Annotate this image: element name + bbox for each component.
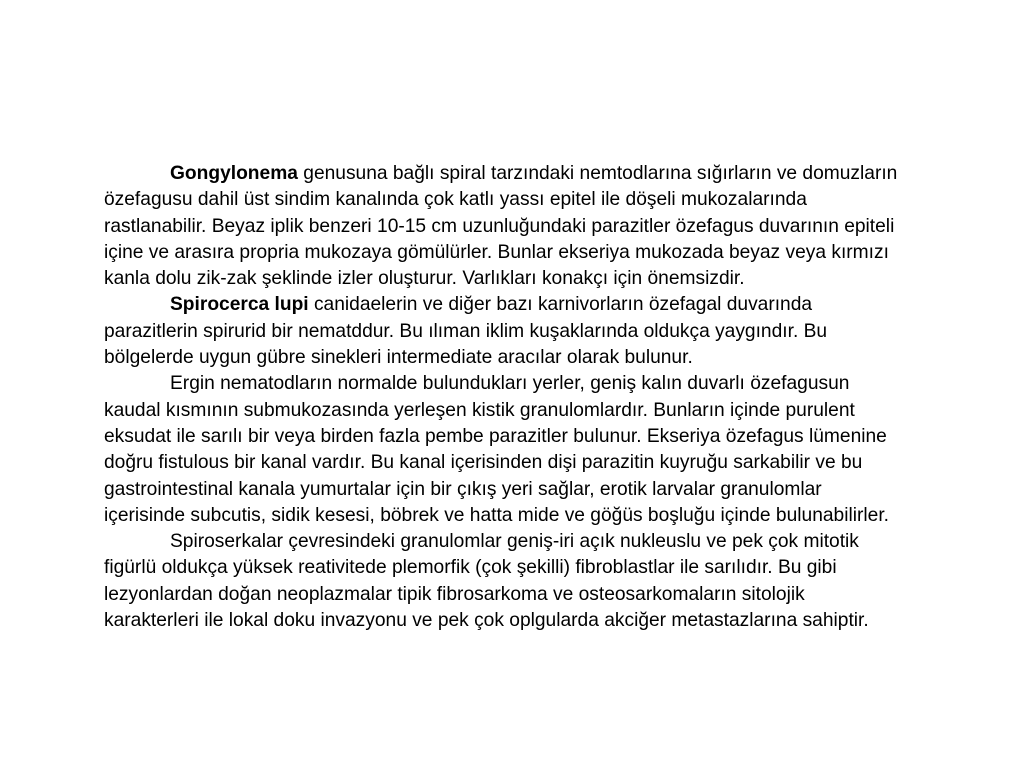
text-line: özefagusu dahil üst sindim kanalında çok katlı yassı epitel ile döşeli mukozalarında bbox=[104, 189, 807, 211]
term-gongylonema: Gongylonema bbox=[170, 163, 298, 184]
term-spirocerca-lupi: Spirocerca lupi bbox=[170, 294, 309, 316]
line-text: genusuna bağlı spiral tarzındaki nemtodlarına sığırların ve domuzların bbox=[297, 163, 898, 184]
text-line: içerisinde subcutis, sidik kesesi, böbrek ve hatta mide ve göğüs boşluğu içinde bulunabilirler. bbox=[104, 504, 889, 526]
paragraph-spirocerca-lupi bbox=[38, 292, 988, 371]
paragraph-spiroserkalar bbox=[38, 529, 988, 634]
text-line: bölgelerde uygun gübre sinekleri intermediate aracılar olarak bulunur. bbox=[104, 347, 693, 369]
text-line bbox=[38, 161, 988, 187]
text-line: kanla dolu zik-zak şeklinde izler oluşturur. Varlıkları konakçı için önemsizdir. bbox=[104, 268, 745, 290]
line-text: canidaelerin ve diğer bazı karnivorların özefagal duvarında bbox=[308, 294, 813, 316]
body-text bbox=[38, 161, 988, 634]
text-line: rastlanabilir. Beyaz iplik benzeri 10-15 cm uzunluğundaki parazitler özefagus duvarının epiteli bbox=[104, 215, 895, 237]
text-line: Ergin nematodların normalde bulundukları yerler, geniş kalın duvarlı özefagusun bbox=[170, 373, 850, 395]
text-line: Spiroserkalar çevresindeki granulomlar geniş-iri açık nukleuslu ve pek çok mitotik bbox=[170, 531, 859, 553]
text-line: karakterleri ile lokal doku invazyonu ve pek çok oplgularda akciğer metastazlarına sahiptir. bbox=[104, 610, 869, 632]
text-line bbox=[38, 292, 988, 318]
text-line: parazitlerin spirurid bir nematddur. Bu ılıman iklim kuşaklarında oldukça yaygındır. Bu bbox=[104, 320, 828, 342]
text-line: içine ve arasıra propria mukozaya gömülürler. Bunlar ekseriya mukozada beyaz veya kırmızı bbox=[104, 241, 889, 263]
paragraph-ergin-nematodlar bbox=[38, 371, 988, 529]
text-line: lezyonlardan doğan neoplazmalar tipik fibrosarkoma ve osteosarkomaların sitolojik bbox=[104, 583, 805, 605]
text-line: doğru fistulous bir kanal vardır. Bu kanal içerisinden dişi parazitin kuyruğu sarkabilir ve bu bbox=[104, 452, 863, 474]
text-line: eksudat ile sarılı bir veya birden fazla pembe parazitler bulunur. Ekseriya özefagus lümenine bbox=[104, 425, 887, 447]
text-line: figürlü oldukça yüksek reativitede plemorfik (çok şekilli) fibroblastlar ile sarılıdır. Bu gibi bbox=[104, 557, 837, 579]
text-line: kaudal kısmının submukozasında yerleşen kistik granulomlardır. Bunların içinde purulent bbox=[104, 399, 855, 421]
paragraph-gongylonema bbox=[38, 161, 988, 292]
text-line: gastrointestinal kanala yumurtalar için bir çıkış yeri sağlar, erotik larvalar granulomlar bbox=[104, 478, 822, 500]
